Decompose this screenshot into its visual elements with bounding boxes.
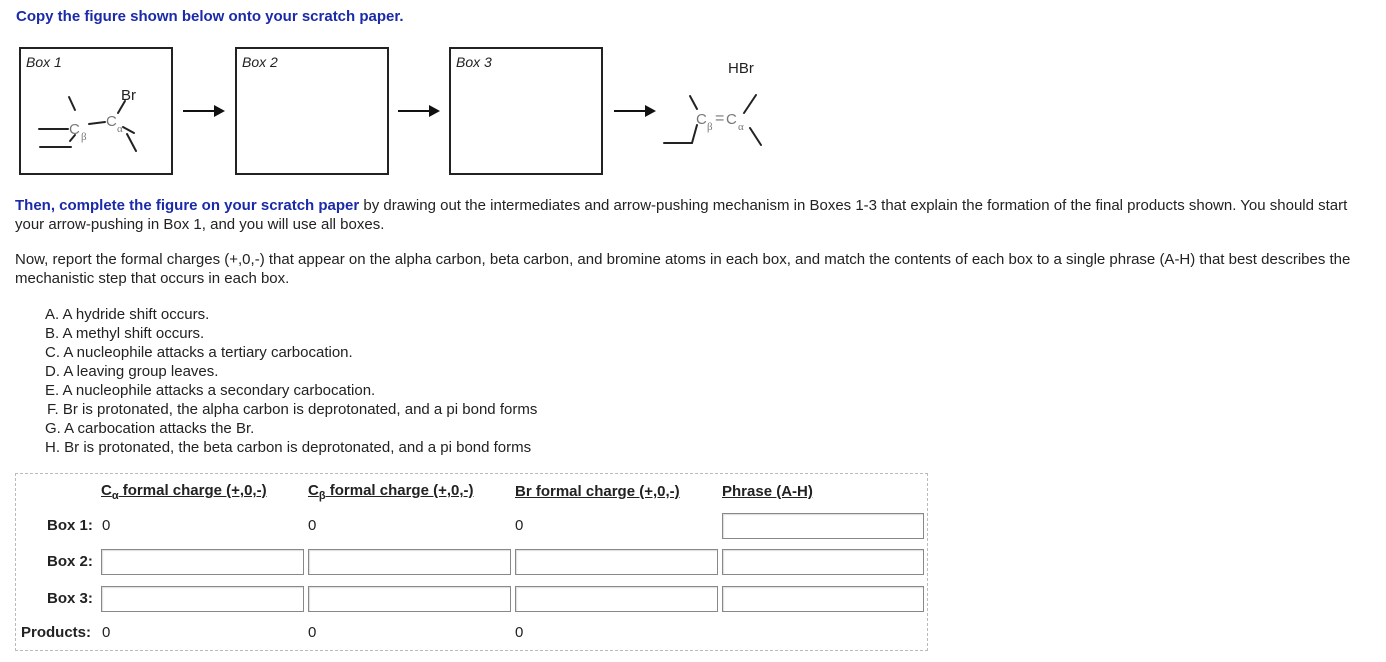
mol2-ca: C <box>726 111 737 128</box>
box-2-label: Box 2 <box>242 54 278 70</box>
box-3-ca-input[interactable] <box>101 586 304 612</box>
row-label-box-3: Box 3: <box>47 590 93 607</box>
header-cb-charge: $C_\beta$ formal charge (+,0,-) <box>308 482 474 502</box>
products-ca-value: 0 <box>102 624 111 641</box>
row-label-box-2: Box 2: <box>47 553 93 570</box>
mol1-br: Br <box>121 87 136 104</box>
option-f: F. Br is protonated, the alpha carbon is deprotonated, and a pi bond forms <box>47 401 538 418</box>
instruction-paragraph-2: Now, report the formal charges (+,0,-) that appear on the alpha carbon, beta carbon, and bromine atoms in each box, and match the contents of each box to a single phrase (A-H) that best describes the mechanistic step that occurs in each box. <box>15 251 1351 287</box>
box-3 <box>449 47 603 175</box>
products-cb-value: 0 <box>308 624 317 641</box>
option-c: C. A nucleophile attacks a tertiary carbocation. <box>45 344 353 361</box>
mol2-cb-sub: β <box>707 121 713 133</box>
option-d: D. A leaving group leaves. <box>45 363 219 380</box>
mol1-ca: C <box>106 113 117 130</box>
alkyl-bromide-structure <box>35 79 155 159</box>
reaction-arrow-3 <box>612 98 656 124</box>
box-1-label: Box 1 <box>26 54 62 70</box>
reaction-arrow-2 <box>396 98 440 124</box>
box-1-phrase-input[interactable] <box>722 513 924 539</box>
row-label-products: Products: <box>21 624 92 641</box>
products-br-value: 0 <box>515 624 524 641</box>
box-3-label: Box 3 <box>456 54 492 70</box>
box-2-ca-input[interactable] <box>101 549 304 575</box>
option-e: E. A nucleophile attacks a secondary carbocation. <box>45 382 376 399</box>
question-title: Copy the figure shown below onto your scratch paper. <box>16 8 404 25</box>
mol1-ca-sub: α <box>117 123 123 135</box>
row-label-box-1: Box 1: <box>47 517 93 534</box>
box-2-phrase-input[interactable] <box>722 549 924 575</box>
box-3-br-input[interactable] <box>515 586 718 612</box>
header-phrase: Phrase (A-H) <box>722 483 813 500</box>
instruction-highlight: Then, complete the figure on your scratch paper <box>15 197 360 214</box>
box-3-cb-input[interactable] <box>308 586 511 612</box>
box-3-phrase-input[interactable] <box>722 586 924 612</box>
reaction-figure <box>0 40 800 185</box>
option-a: A. A hydride shift occurs. <box>45 306 210 323</box>
header-ca-charge: $C_\alpha$ formal charge (+,0,-) <box>101 482 267 502</box>
mol2-ca-sub: α <box>738 121 744 133</box>
box-1-ca-value: 0 <box>102 517 111 534</box>
box-2-cb-input[interactable] <box>308 549 511 575</box>
box-1-cb-value: 0 <box>308 517 317 534</box>
box-2 <box>235 47 389 175</box>
mol1-cb-sub: β <box>81 131 87 143</box>
phrase-options-list <box>45 305 537 457</box>
alkene-product-structure <box>660 90 780 155</box>
box-1 <box>19 47 173 175</box>
answer-table <box>15 473 928 651</box>
instruction-paragraph-1 <box>15 196 1375 234</box>
mol1-cb: C <box>69 121 80 138</box>
option-h: H. Br is protonated, the beta carbon is deprotonated, and a pi bond forms <box>45 439 532 456</box>
box-1-br-value: 0 <box>515 517 524 534</box>
reagent-hbr: HBr <box>728 60 754 77</box>
mol2-cb: C <box>696 111 707 128</box>
option-g: G. A carbocation attacks the Br. <box>45 420 255 437</box>
option-b: B. A methyl shift occurs. <box>45 325 205 342</box>
instruction-text-1: by drawing out the intermediates and arrow-pushing mechanism in Boxes 1-3 that explain the formation of the final products shown. You should start your arrow-pushing in Box 1, and you will use all boxes. <box>15 197 1348 233</box>
reaction-arrow-1 <box>181 98 225 124</box>
mol2-double-bond: = <box>715 110 725 127</box>
header-br-charge: Br formal charge (+,0,-) <box>515 483 680 500</box>
box-2-br-input[interactable] <box>515 549 718 575</box>
